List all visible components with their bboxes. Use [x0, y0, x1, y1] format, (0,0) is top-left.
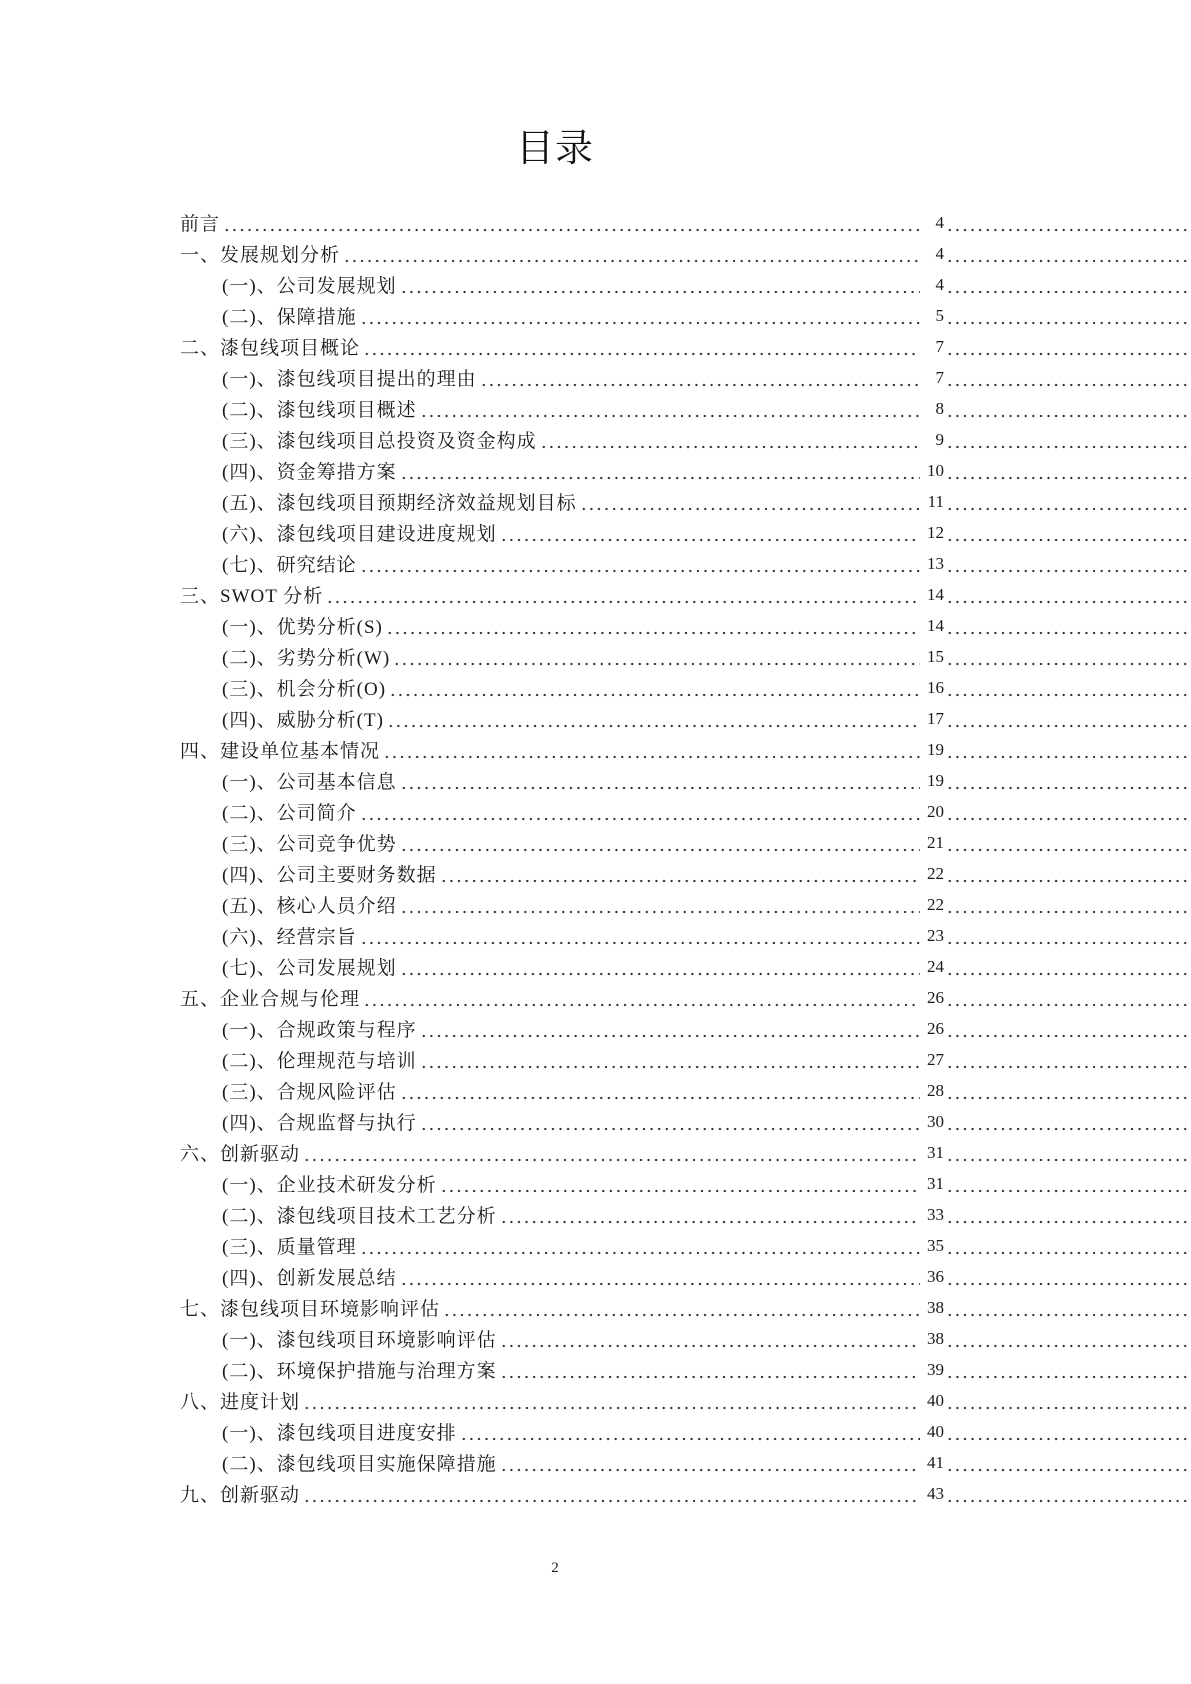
dot-leader — [420, 393, 920, 424]
toc-entry-label: (四)、资金筹措方案 — [222, 462, 397, 483]
toc-subsection[interactable] — [0, 269, 1191, 300]
toc-entry-label: (三)、质量管理 — [222, 1237, 357, 1258]
toc-entry-page-number: 14 — [927, 615, 944, 635]
toc-entry-page-number: 41 — [927, 1452, 944, 1472]
toc-entry-page-number: 38 — [927, 1297, 944, 1317]
toc-entry-page-number: 4 — [935, 274, 944, 294]
toc-entry-page-number: 40 — [927, 1421, 944, 1441]
dot-leader — [440, 858, 920, 889]
toc-subsection[interactable] — [0, 703, 1191, 734]
toc-subsection[interactable] — [0, 889, 1191, 920]
dot-leader — [393, 641, 920, 672]
toc-section[interactable] — [0, 331, 1191, 362]
dot-leader — [400, 1075, 920, 1106]
toc-entry-page-number: 22 — [927, 863, 944, 883]
dot-leader — [946, 486, 1191, 517]
toc-entry-page-number: 8 — [935, 398, 944, 418]
dot-leader — [946, 610, 1191, 641]
dot-leader — [440, 1168, 920, 1199]
toc-subsection[interactable] — [0, 1199, 1191, 1230]
dot-leader — [389, 672, 920, 703]
dot-leader — [946, 672, 1191, 703]
dot-leader — [500, 1354, 920, 1385]
dot-leader — [946, 331, 1191, 362]
toc-subsection[interactable] — [0, 1075, 1191, 1106]
toc-entry-label: (四)、创新发展总结 — [222, 1268, 397, 1289]
toc-subsection[interactable] — [0, 1447, 1191, 1478]
toc-subsection[interactable] — [0, 1354, 1191, 1385]
dot-leader — [400, 765, 920, 796]
toc-entry-page-number: 21 — [927, 832, 944, 852]
dot-leader — [400, 1261, 920, 1292]
dot-leader — [946, 579, 1191, 610]
dot-leader — [420, 1013, 920, 1044]
toc-entry-label: (一)、合规政策与程序 — [222, 1020, 417, 1041]
toc-subsection[interactable] — [0, 641, 1191, 672]
toc-entry-label: (四)、公司主要财务数据 — [222, 865, 437, 886]
toc-entry-label: 九、创新驱动 — [180, 1485, 301, 1506]
dot-leader — [343, 238, 920, 269]
dot-leader — [946, 393, 1191, 424]
dot-leader — [946, 1075, 1191, 1106]
page-title: 目录 — [515, 128, 594, 170]
dot-leader — [500, 1323, 920, 1354]
toc-subsection[interactable] — [0, 455, 1191, 486]
toc-entry-label: (四)、合规监督与执行 — [222, 1113, 417, 1134]
toc-subsection[interactable] — [0, 920, 1191, 951]
toc-subsection[interactable] — [0, 393, 1191, 424]
toc-entry-label: (二)、漆包线项目技术工艺分析 — [222, 1206, 497, 1227]
toc-subsection[interactable] — [0, 1261, 1191, 1292]
toc-entry-label: (一)、漆包线项目提出的理由 — [222, 369, 477, 390]
toc-subsection[interactable] — [0, 796, 1191, 827]
toc-entry-label: 七、漆包线项目环境影响评估 — [180, 1299, 441, 1320]
dot-leader — [303, 1137, 920, 1168]
table-of-contents — [0, 207, 1191, 1509]
toc-entry-label: (三)、公司竞争优势 — [222, 834, 397, 855]
toc-entry-label: (二)、劣势分析(W) — [222, 648, 391, 669]
dot-leader — [400, 951, 920, 982]
toc-entry-page-number: 13 — [927, 553, 944, 573]
toc-entry-label: 四、建设单位基本情况 — [180, 741, 381, 762]
toc-subsection[interactable] — [0, 858, 1191, 889]
dot-leader — [946, 982, 1191, 1013]
toc-subsection[interactable] — [0, 1323, 1191, 1354]
toc-subsection[interactable] — [0, 424, 1191, 455]
toc-entry-label: 三、SWOT 分析 — [180, 586, 324, 607]
dot-leader — [360, 796, 920, 827]
dot-leader — [946, 1044, 1191, 1075]
toc-entry-page-number: 33 — [927, 1204, 944, 1224]
toc-entry-label: 一、发展规划分析 — [180, 245, 341, 266]
dot-leader — [946, 269, 1191, 300]
toc-section[interactable] — [0, 579, 1191, 610]
toc-entry-label: 六、创新驱动 — [180, 1144, 301, 1165]
toc-entry-page-number: 24 — [927, 956, 944, 976]
toc-subsection[interactable] — [0, 1044, 1191, 1075]
dot-leader — [946, 796, 1191, 827]
dot-leader — [946, 765, 1191, 796]
dot-leader — [500, 1447, 920, 1478]
dot-leader — [946, 1478, 1191, 1509]
dot-leader — [946, 1230, 1191, 1261]
toc-subsection[interactable] — [0, 610, 1191, 641]
toc-subsection[interactable] — [0, 300, 1191, 331]
toc-entry-label: (五)、核心人员介绍 — [222, 896, 397, 917]
toc-entry-page-number: 19 — [927, 739, 944, 759]
dot-leader — [946, 734, 1191, 765]
toc-entry-page-number: 26 — [927, 987, 944, 1007]
toc-entry-page-number: 28 — [927, 1080, 944, 1100]
toc-entry-page-number: 5 — [935, 305, 944, 325]
dot-leader — [946, 1106, 1191, 1137]
toc-subsection[interactable] — [0, 951, 1191, 982]
toc-section[interactable] — [0, 734, 1191, 765]
toc-entry-page-number: 15 — [927, 646, 944, 666]
dot-leader — [383, 734, 920, 765]
dot-leader — [946, 641, 1191, 672]
toc-entry-page-number: 9 — [935, 429, 944, 449]
toc-entry-page-number: 7 — [935, 367, 944, 387]
toc-entry-label: (一)、企业技术研发分析 — [222, 1175, 437, 1196]
dot-leader — [946, 455, 1191, 486]
dot-leader — [303, 1478, 920, 1509]
toc-entry-page-number: 12 — [927, 522, 944, 542]
toc-entry-page-number: 20 — [927, 801, 944, 821]
dot-leader — [363, 331, 920, 362]
dot-leader — [360, 1230, 920, 1261]
dot-leader — [946, 920, 1191, 951]
dot-leader — [326, 579, 920, 610]
dot-leader — [443, 1292, 920, 1323]
toc-entry-label: (六)、经营宗旨 — [222, 927, 357, 948]
toc-entry-page-number: 17 — [927, 708, 944, 728]
toc-entry-label: (一)、漆包线项目环境影响评估 — [222, 1330, 497, 1351]
toc-subsection[interactable] — [0, 1416, 1191, 1447]
toc-entry-label: 前言 — [180, 214, 221, 235]
toc-entry-label: (一)、优势分析(S) — [222, 617, 383, 638]
toc-entry-label: (四)、威胁分析(T) — [222, 710, 384, 731]
toc-entry-page-number: 31 — [927, 1173, 944, 1193]
dot-leader — [500, 1199, 920, 1230]
toc-entry-page-number: 19 — [927, 770, 944, 790]
toc-subsection[interactable] — [0, 1106, 1191, 1137]
dot-leader — [400, 827, 920, 858]
dot-leader — [946, 238, 1191, 269]
toc-entry-label: (二)、环境保护措施与治理方案 — [222, 1361, 497, 1382]
dot-leader — [460, 1416, 920, 1447]
dot-leader — [223, 207, 920, 238]
toc-entry-label: (三)、漆包线项目总投资及资金构成 — [222, 431, 537, 452]
toc-section[interactable] — [0, 1292, 1191, 1323]
dot-leader — [303, 1385, 920, 1416]
dot-leader — [580, 486, 920, 517]
toc-entry-label: 八、进度计划 — [180, 1392, 301, 1413]
toc-subsection[interactable] — [0, 362, 1191, 393]
toc-entry-label: (七)、研究结论 — [222, 555, 357, 576]
toc-entry-page-number: 39 — [927, 1359, 944, 1379]
dot-leader — [946, 1199, 1191, 1230]
toc-entry-page-number: 4 — [935, 212, 944, 232]
dot-leader — [946, 858, 1191, 889]
toc-entry-page-number: 27 — [927, 1049, 944, 1069]
toc-entry-label: (一)、公司发展规划 — [222, 276, 397, 297]
dot-leader — [420, 1106, 920, 1137]
dot-leader — [400, 455, 920, 486]
dot-leader — [400, 889, 920, 920]
toc-entry-page-number: 16 — [927, 677, 944, 697]
toc-entry-label: (二)、公司简介 — [222, 803, 357, 824]
toc-entry-label: (七)、公司发展规划 — [222, 958, 397, 979]
toc-subsection[interactable] — [0, 672, 1191, 703]
toc-subsection[interactable] — [0, 765, 1191, 796]
toc-section[interactable] — [0, 1385, 1191, 1416]
dot-leader — [946, 951, 1191, 982]
toc-subsection[interactable] — [0, 1013, 1191, 1044]
toc-entry-label: (五)、漆包线项目预期经济效益规划目标 — [222, 493, 577, 514]
dot-leader — [946, 1416, 1191, 1447]
toc-entry-page-number: 35 — [927, 1235, 944, 1255]
dot-leader — [946, 827, 1191, 858]
toc-section[interactable] — [0, 1137, 1191, 1168]
dot-leader — [946, 703, 1191, 734]
toc-entry-label: (二)、伦理规范与培训 — [222, 1051, 417, 1072]
dot-leader — [946, 1323, 1191, 1354]
toc-entry-label: (二)、漆包线项目实施保障措施 — [222, 1454, 497, 1475]
toc-entry-label: (二)、保障措施 — [222, 307, 357, 328]
dot-leader — [946, 1013, 1191, 1044]
toc-subsection[interactable] — [0, 517, 1191, 548]
toc-entry-page-number: 43 — [927, 1483, 944, 1503]
toc-subsection[interactable] — [0, 486, 1191, 517]
toc-entry-page-number: 30 — [927, 1111, 944, 1131]
toc-entry-page-number: 31 — [927, 1142, 944, 1162]
toc-entry-page-number: 40 — [927, 1390, 944, 1410]
toc-subsection[interactable] — [0, 1168, 1191, 1199]
toc-entry-label: 二、漆包线项目概论 — [180, 338, 361, 359]
dot-leader — [387, 703, 920, 734]
dot-leader — [946, 1292, 1191, 1323]
dot-leader — [420, 1044, 920, 1075]
dot-leader — [360, 300, 920, 331]
dot-leader — [946, 1137, 1191, 1168]
toc-entry-page-number: 7 — [935, 336, 944, 356]
dot-leader — [946, 1447, 1191, 1478]
dot-leader — [360, 920, 920, 951]
toc-entry-page-number: 38 — [927, 1328, 944, 1348]
dot-leader — [946, 424, 1191, 455]
toc-entry-page-number: 10 — [927, 460, 944, 480]
toc-subsection[interactable] — [0, 827, 1191, 858]
dot-leader — [360, 548, 920, 579]
toc-entry-label: (三)、合规风险评估 — [222, 1082, 397, 1103]
toc-section[interactable] — [0, 207, 1191, 238]
page-number: 2 — [551, 1560, 559, 1576]
dot-leader — [400, 269, 920, 300]
toc-entry-page-number: 23 — [927, 925, 944, 945]
dot-leader — [946, 207, 1191, 238]
dot-leader — [386, 610, 920, 641]
toc-entry-page-number: 26 — [927, 1018, 944, 1038]
dot-leader — [946, 548, 1191, 579]
dot-leader — [363, 982, 920, 1013]
toc-entry-label: (一)、漆包线项目进度安排 — [222, 1423, 457, 1444]
toc-section[interactable] — [0, 1478, 1191, 1509]
toc-entry-label: (二)、漆包线项目概述 — [222, 400, 417, 421]
dot-leader — [500, 517, 920, 548]
toc-entry-label: 五、企业合规与伦理 — [180, 989, 361, 1010]
toc-entry-label: (三)、机会分析(O) — [222, 679, 387, 700]
dot-leader — [540, 424, 920, 455]
toc-entry-page-number: 4 — [935, 243, 944, 263]
dot-leader — [946, 889, 1191, 920]
dot-leader — [946, 362, 1191, 393]
dot-leader — [946, 300, 1191, 331]
dot-leader — [946, 1261, 1191, 1292]
toc-section[interactable] — [0, 238, 1191, 269]
dot-leader — [946, 1354, 1191, 1385]
dot-leader — [480, 362, 920, 393]
toc-entry-label: (一)、公司基本信息 — [222, 772, 397, 793]
toc-entry-page-number: 14 — [927, 584, 944, 604]
dot-leader — [946, 1385, 1191, 1416]
toc-entry-page-number: 11 — [927, 491, 944, 511]
toc-entry-page-number: 36 — [927, 1266, 944, 1286]
toc-entry-label: (六)、漆包线项目建设进度规划 — [222, 524, 497, 545]
toc-subsection[interactable] — [0, 548, 1191, 579]
toc-section[interactable] — [0, 982, 1191, 1013]
toc-subsection[interactable] — [0, 1230, 1191, 1261]
toc-entry-page-number: 22 — [927, 894, 944, 914]
dot-leader — [946, 1168, 1191, 1199]
dot-leader — [946, 517, 1191, 548]
